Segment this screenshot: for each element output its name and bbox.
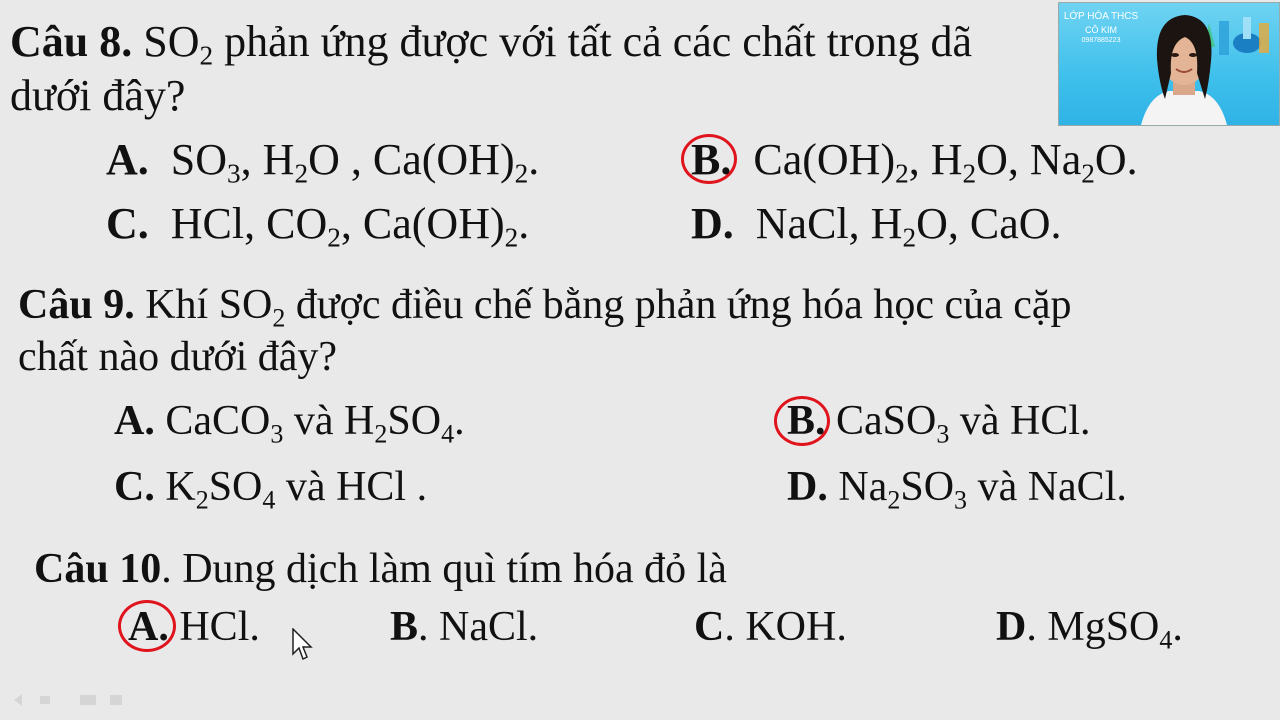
q10-option-a: A. HCl.	[128, 604, 260, 650]
mouse-cursor-icon	[292, 628, 314, 662]
q9-label: Câu 9.	[18, 282, 135, 328]
q9-option-c: C. $K_2SO_4$ và HCl .	[114, 464, 428, 515]
presenter-video-icon	[1059, 3, 1279, 125]
webcam-overlay	[1058, 2, 1280, 126]
q10-label: Câu 10	[34, 546, 162, 592]
q8-title-line2: dưới đây?	[10, 71, 186, 120]
q8-title: Câu 8. $SO_2$ phản ứng được với tất cả các chất trong dã	[10, 17, 972, 71]
q9-option-d: D. $Na_2SO_3$ và NaCl.	[787, 464, 1127, 515]
q8-option-b: B. $Ca(OH)_2$, $H_2O$, $Na_2O$.	[691, 135, 1138, 189]
q8-option-d: D. NaCl, $H_2O$, CaO.	[691, 199, 1062, 253]
q10-option-b: B. NaCl.	[390, 604, 539, 650]
q8-label: Câu 8.	[10, 17, 133, 66]
q9-option-a: A. CaCO$_3$ và $H_2SO_4$.	[114, 398, 465, 449]
q10-title: Câu 10. Dung dịch làm quì tím hóa đỏ là	[34, 546, 727, 592]
slideshow-controls-icon[interactable]	[10, 690, 130, 710]
q9-option-b: B. CaSO$_3$ và HCl.	[787, 398, 1091, 449]
q9-title-line2: chất nào dưới đây?	[18, 334, 338, 380]
q8-option-a: A. $SO_3$, $H_2O$ , $Ca(OH)_2$.	[106, 135, 540, 189]
q10-option-d: D. MgSO$_4$.	[996, 604, 1183, 655]
q8-option-c: C. HCl, $CO_2$, $Ca(OH)_2$.	[106, 199, 530, 253]
webcam-brand: LỚP HÓA THCS CÔ KIM 0987885223	[1063, 11, 1139, 44]
q10-option-c: C. KOH.	[694, 604, 847, 650]
q9-title: Câu 9. Khí $SO_2$ được điều chế bằng phản ứng hóa học của cặp	[18, 282, 1072, 333]
